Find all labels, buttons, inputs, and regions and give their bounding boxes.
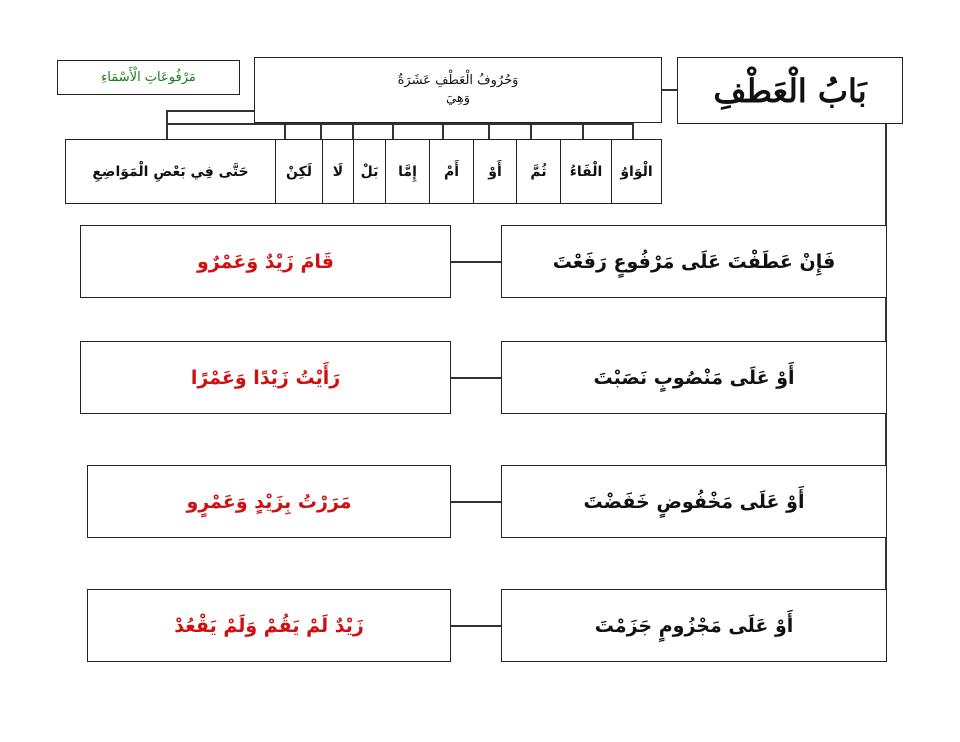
connector-title-header xyxy=(662,89,677,91)
connector-drop xyxy=(320,123,322,139)
letter-cell: حَتَّى فِي بَعْضِ الْمَوَاضِعِ xyxy=(92,163,249,180)
letter-cell: الْوَاوُ xyxy=(611,140,661,203)
connector-rule-example xyxy=(450,377,501,379)
connector-drop xyxy=(284,123,286,139)
rule-condition: أَوْ عَلَى مَجْزُومٍ جَزَمْتَ xyxy=(501,589,887,662)
connector-header-to-tag xyxy=(166,110,254,112)
connector-drop xyxy=(530,123,532,139)
connector-drop xyxy=(632,123,634,139)
letters-header-line1: وَحُرُوفُ الْعَطْفِ عَشَرَةٌ xyxy=(397,73,519,89)
letter-cell: لَكِنْ xyxy=(275,140,322,203)
letters-header-line2: وَهِيَ xyxy=(446,91,470,106)
connector-drop xyxy=(392,123,394,139)
rule-example: قَامَ زَيْدٌ وَعَمْرٌو xyxy=(80,225,451,298)
connector-tree-left-drop xyxy=(166,110,168,140)
connector-rule-example xyxy=(450,625,501,627)
letter-cell: ثُمَّ xyxy=(516,140,560,203)
conjunction-letters-row xyxy=(65,139,662,204)
letter-cell: أَمْ xyxy=(429,140,473,203)
category-tag: مَرْفُوعَاتِ الْأَسْمَاءِ xyxy=(57,60,240,95)
letter-cell: إِمَّا xyxy=(385,140,429,203)
connector-rule-example xyxy=(450,261,501,263)
letter-cell: أَوْ xyxy=(473,140,516,203)
connector-drop xyxy=(488,123,490,139)
rule-condition: فَإِنْ عَطَفْتَ عَلَى مَرْفُوعٍ رَفَعْتَ xyxy=(501,225,887,298)
letter-cell: الْفَاءُ xyxy=(560,140,611,203)
letter-cell: لَا xyxy=(322,140,353,203)
chapter-title: بَابُ الْعَطْفِ xyxy=(677,57,903,124)
connector-rule-example xyxy=(450,501,501,503)
rule-example: زَيْدٌ لَمْ يَقُمْ وَلَمْ يَقْعُدْ xyxy=(87,589,451,662)
letters-header xyxy=(254,57,662,123)
letter-cell: بَلْ xyxy=(353,140,385,203)
rule-condition: أَوْ عَلَى مَنْصُوبٍ نَصَبْتَ xyxy=(501,341,887,414)
rule-condition: أَوْ عَلَى مَخْفُوضٍ خَفَضْتَ xyxy=(501,465,887,538)
connector-drop xyxy=(442,123,444,139)
rule-example: مَرَرْتُ بِزَيْدٍ وَعَمْرٍو xyxy=(87,465,451,538)
connector-drop xyxy=(582,123,584,139)
rule-example: رَأَيْتُ زَيْدًا وَعَمْرًا xyxy=(80,341,451,414)
connector-drop xyxy=(352,123,354,139)
connector-tree-bar xyxy=(166,123,633,125)
